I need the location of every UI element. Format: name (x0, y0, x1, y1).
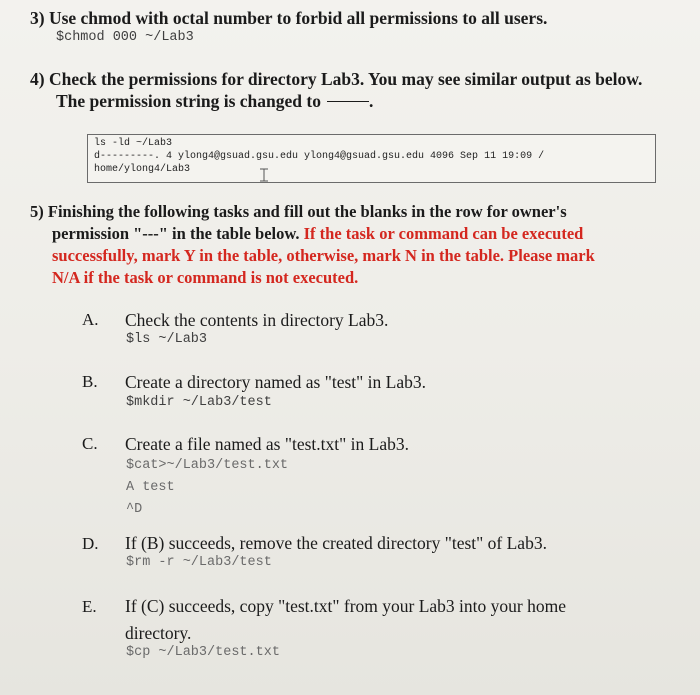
terminal-output-box (87, 134, 656, 183)
task-e-command: $cp ~/Lab3/test.txt (126, 645, 280, 660)
terminal-output-line-3: home/ylong4/Lab3 (94, 164, 191, 175)
task-e-letter: E. (82, 597, 97, 616)
task-c-text: Create a file named as "test.txt" in Lab3. (125, 434, 409, 454)
task-a-text: Check the contents in directory Lab3. (125, 310, 389, 330)
question-4-line-2 (56, 90, 373, 112)
task-a-command: $ls ~/Lab3 (126, 332, 208, 347)
task-d-text: If (B) succeeds, remove the created directory "test" of Lab3. (125, 533, 547, 553)
question-3-command: $chmod 000 ~/Lab3 (56, 30, 194, 45)
question-5-line-4: N/A if the task or command is not executed. (52, 268, 359, 287)
question-5-line-2-black: permission "---" in the table below. (52, 224, 300, 243)
task-c-command-2: A test (126, 480, 175, 495)
task-b-command: $mkdir ~/Lab3/test (126, 395, 272, 410)
task-d-letter: D. (82, 534, 99, 553)
task-e-text-line-2: directory. (125, 623, 192, 643)
period: . (368, 91, 374, 111)
question-4-line-2-text: The permission string is changed to (56, 91, 321, 111)
task-a-letter: A. (82, 310, 99, 329)
task-c-command-3: ^D (126, 502, 143, 517)
question-5-line-2-red: If the task or command can be executed (303, 224, 584, 243)
text-cursor-icon (259, 168, 269, 182)
question-4-line-1: 4) Check the permissions for directory Lab3. You may see similar output as below. (30, 69, 643, 89)
task-e-text-line-1: If (C) succeeds, copy "test.txt" from your Lab3 into your home (125, 596, 566, 616)
question-5-line-1: 5) Finishing the following tasks and fill out the blanks in the row for owner's (30, 202, 567, 221)
question-5-line-3: successfully, mark Y in the table, otherwise, mark N in the table. Please mark (52, 246, 595, 265)
question-5-line-2 (52, 223, 583, 246)
permission-blank (327, 101, 369, 102)
task-b-text: Create a directory named as "test" in Lab3. (125, 372, 426, 392)
task-d-command: $rm -r ~/Lab3/test (126, 555, 272, 570)
task-c-command-1: $cat>~/Lab3/test.txt (126, 458, 289, 473)
terminal-output-line-1: ls -ld ~/Lab3 (94, 138, 173, 149)
question-3-title: 3) Use chmod with octal number to forbid all permissions to all users. (30, 8, 548, 28)
terminal-output-line-2: d---------. 4 ylong4@gsuad.gsu.edu ylong4@gsuad.gsu.edu 4096 Sep 11 19:09 / (94, 151, 545, 162)
task-c-letter: C. (82, 434, 98, 453)
task-b-letter: B. (82, 372, 98, 391)
